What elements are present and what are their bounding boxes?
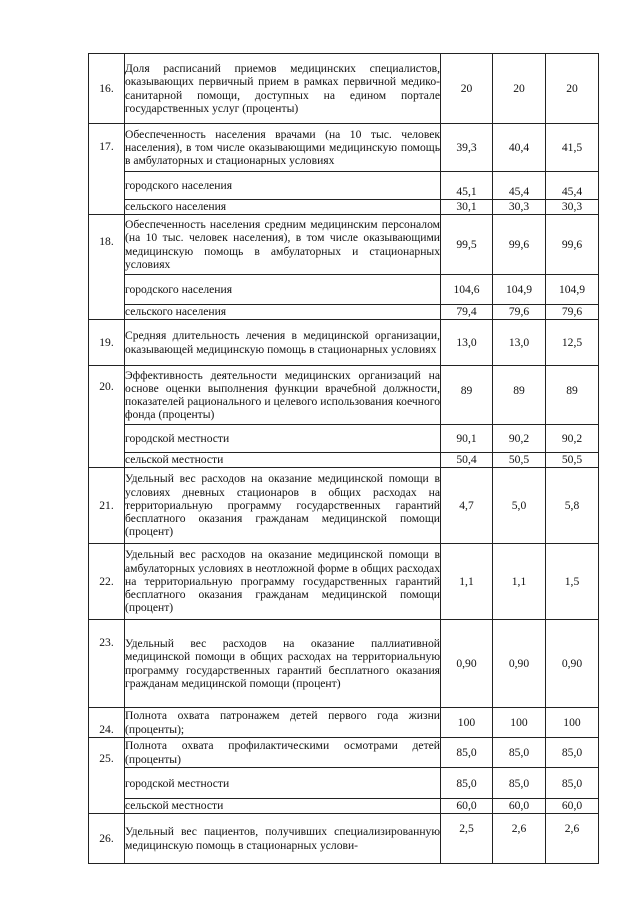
value-cell: 100 [546, 708, 599, 738]
value-cell: 85,0 [546, 768, 599, 799]
value-cell: 104,9 [546, 275, 599, 305]
value-cell: 99,6 [493, 215, 546, 275]
value-cell: 20 [493, 54, 546, 124]
row-number: 23. [89, 620, 125, 708]
value-cell: 20 [546, 54, 599, 124]
value-cell: 90,1 [441, 425, 493, 453]
value-cell: 1,5 [546, 544, 599, 620]
value-cell: 99,5 [441, 215, 493, 275]
value-cell: 12,5 [546, 320, 599, 366]
value-cell: 45,4 [493, 172, 546, 200]
value-cell: 99,6 [546, 215, 599, 275]
value-cell: 45,1 [441, 172, 493, 200]
sub-label: сельской местности [125, 799, 441, 814]
value-cell: 1,1 [441, 544, 493, 620]
value-cell: 30,3 [546, 200, 599, 215]
table-row [89, 814, 599, 864]
row-number: 24. [89, 708, 125, 738]
value-cell: 2,6 [546, 814, 599, 864]
table-row [89, 200, 599, 215]
value-cell: 1,1 [493, 544, 546, 620]
table-row [89, 544, 599, 620]
row-number: 20. [89, 366, 125, 468]
table-row [89, 124, 599, 172]
value-cell: 39,3 [441, 124, 493, 172]
value-cell: 85,0 [441, 738, 493, 768]
indicator-text: Удельный вес расходов на оказание медицинской помощи в амбулаторных условиях в неотложной форме в общих расходах на территориальную программу государственных гарантий бесплатного оказания гражданам медицинской помощи (процент) [125, 544, 441, 620]
value-cell: 4,7 [441, 468, 493, 544]
table-row [89, 620, 599, 708]
value-cell: 0,90 [493, 620, 546, 708]
table-row [89, 738, 599, 768]
value-cell: 89 [493, 366, 546, 425]
indicator-text: Доля расписаний приемов медицинских специалистов, оказывающих первичный прием в рамках первичной медико-санитарной помощи, доступных на едином портале государственных услуг (проценты) [125, 54, 441, 124]
value-cell: 5,8 [546, 468, 599, 544]
value-cell: 40,4 [493, 124, 546, 172]
sub-label: сельской местности [125, 453, 441, 468]
row-number: 18. [89, 215, 125, 320]
value-cell: 104,6 [441, 275, 493, 305]
value-cell: 2,5 [441, 814, 493, 864]
table-row [89, 275, 599, 305]
value-cell: 13,0 [441, 320, 493, 366]
value-cell: 5,0 [493, 468, 546, 544]
value-cell: 89 [441, 366, 493, 425]
indicator-text: Удельный вес пациентов, получивших специализированную медицинскую помощь в стационарных услови- [125, 814, 441, 864]
value-cell: 2,6 [493, 814, 546, 864]
table-row [89, 453, 599, 468]
row-number: 21. [89, 468, 125, 544]
indicators-table [88, 53, 599, 864]
indicator-text: Средняя длительность лечения в медицинской организации, оказывающей медицинскую помощь в стационарных условиях [125, 320, 441, 366]
table-row [89, 172, 599, 200]
value-cell: 60,0 [493, 799, 546, 814]
value-cell: 79,6 [493, 305, 546, 320]
row-number: 17. [89, 124, 125, 215]
value-cell: 41,5 [546, 124, 599, 172]
value-cell: 30,3 [493, 200, 546, 215]
row-number: 19. [89, 320, 125, 366]
value-cell: 100 [493, 708, 546, 738]
sub-label: городской местности [125, 768, 441, 799]
value-cell: 85,0 [441, 768, 493, 799]
table-row [89, 305, 599, 320]
value-cell: 50,4 [441, 453, 493, 468]
value-cell: 0,90 [546, 620, 599, 708]
table-row [89, 54, 599, 124]
value-cell: 50,5 [493, 453, 546, 468]
table-row [89, 799, 599, 814]
value-cell: 0,90 [441, 620, 493, 708]
indicator-text: Удельный вес расходов на оказание паллиативной медицинской помощи в общих расходах на территориальную программу государственных гарантий бесплатного оказания гражданам медицинской помощи (процент) [125, 620, 441, 708]
table-row [89, 320, 599, 366]
value-cell: 79,4 [441, 305, 493, 320]
value-cell: 30,1 [441, 200, 493, 215]
sub-label: сельского населения [125, 200, 441, 215]
value-cell: 90,2 [493, 425, 546, 453]
value-cell: 89 [546, 366, 599, 425]
value-cell: 104,9 [493, 275, 546, 305]
value-cell: 20 [441, 54, 493, 124]
value-cell: 85,0 [546, 738, 599, 768]
table-row [89, 468, 599, 544]
value-cell: 13,0 [493, 320, 546, 366]
value-cell: 85,0 [493, 738, 546, 768]
indicator-text: Удельный вес расходов на оказание медицинской помощи в условиях дневных стационаров в общих расходах на территориальную программу государственных гарантий бесплатного оказания гражданам медицинской помощи (процент) [125, 468, 441, 544]
sub-label: городского населения [125, 275, 441, 305]
row-number: 26. [89, 814, 125, 864]
indicator-text: Обеспеченность населения врачами (на 10 тыс. человек населения), в том числе оказывающими медицинскую помощь в амбулаторных и стационарных условиях [125, 124, 441, 172]
value-cell: 90,2 [546, 425, 599, 453]
table-row [89, 768, 599, 799]
value-cell: 60,0 [441, 799, 493, 814]
sub-label: сельского населения [125, 305, 441, 320]
indicator-text: Полнота охвата патронажем детей первого года жизни (проценты); [125, 709, 440, 736]
row-number: 16. [89, 54, 125, 124]
value-cell: 100 [441, 708, 493, 738]
indicator-text: Обеспеченность населения средним медицинским персоналом (на 10 тыс. человек населения), в том числе оказывающими медицинскую помощь в амбулаторных и стационарных условиях [125, 215, 441, 275]
row-number: 22. [89, 544, 125, 620]
value-cell: 50,5 [546, 453, 599, 468]
row-number: 25. [89, 738, 125, 814]
indicator-text: Эффективность деятельности медицинских организаций на основе оценки выполнения функции врачебной должности, показателей рационального и целевого использования коечного фонда (проценты) [125, 366, 441, 425]
table-row [89, 366, 599, 425]
value-cell: 60,0 [546, 799, 599, 814]
value-cell: 79,6 [546, 305, 599, 320]
table-row [89, 425, 599, 453]
value-cell: 45,4 [546, 172, 599, 200]
sub-label: городской местности [125, 425, 441, 453]
value-cell: 85,0 [493, 768, 546, 799]
indicator-text: Полнота охвата профилактическими осмотрами детей (проценты) [125, 739, 440, 766]
sub-label: городского населения [125, 172, 441, 200]
table-row [89, 215, 599, 275]
table-row [89, 708, 599, 738]
